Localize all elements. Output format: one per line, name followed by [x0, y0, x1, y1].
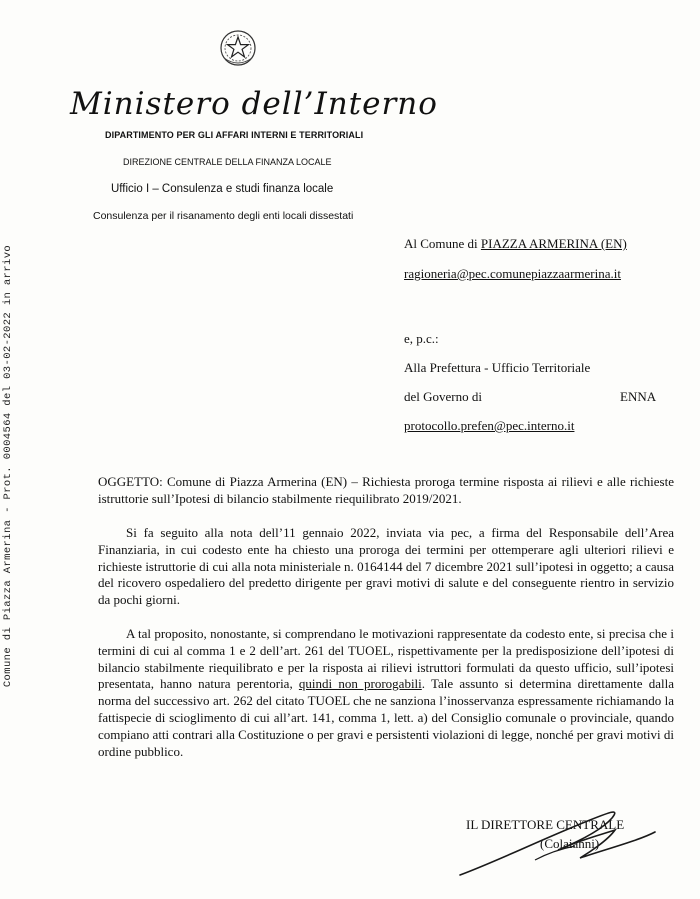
cc-prefecture-line: Alla Prefettura - Ufficio Territoriale	[404, 360, 591, 375]
cc-government-label: del Governo di	[404, 389, 482, 404]
signer-title: IL DIRETTORE CENTRALE	[466, 817, 625, 832]
directorate-name: DIREZIONE CENTRALE DELLA FINANZA LOCALE	[123, 157, 332, 167]
subject-line: OGGETTO: Comune di Piazza Armerina (EN) – Richiesta proroga termine risposta ai rilievi e alle richieste istruttorie sull’Ipotesi di bilancio stabilmente riequilibrato 2019/2021.	[98, 474, 674, 506]
recipient-pec[interactable]: ragioneria@pec.comunepiazzaarmerina.it	[404, 266, 621, 281]
office-name: Ufficio I – Consulenza e studi finanza locale	[111, 183, 334, 195]
italian-republic-emblem-icon	[218, 28, 258, 68]
non-extendable-emphasis: quindi non prorogabili	[298, 676, 422, 692]
paragraph-1: Si fa seguito alla nota dell’11 gennaio 2022, inviata via pec, a firma del Responsabile dell’Area Finanziaria, in cui codesto ente ha chiesto una proroga dei termini per ottemperare agli ulteriori rilievi e richieste istruttorie di cui alla nota ministeriale n. 0164144 del 7 dicembre 2021 sull’ipotesi in oggetto; a causa del ricovero ospedaliero del predetto dirigente per gravi motivi di salute e del conseguente rientro in servizio da pochi giorni.	[98, 525, 674, 608]
signer-name: (Colaianni)	[540, 836, 600, 851]
handwritten-signature-icon	[440, 790, 670, 880]
recipient-name: PIAZZA ARMERINA (EN)	[480, 236, 627, 251]
consultancy-line: Consulenza per il risanamento degli enti locali dissestati	[93, 210, 354, 222]
paragraph-2: A tal proposito, nonostante, si comprendano le motivazioni rappresentate da codesto ente, si precisa che i termini di cui al comma 1 e 2 dell’art. 261 del TUOEL, rispettivamente per la predisposizione dell’ipotesi di bilancio stabilmente riequilibrato e per la risposta ai rilievi istruttori formulati da questo ufficio, sull’ipotesi presentata, hanno natura perentoria, quindi non prorogabili. Tale assunto si determina direttamente dalla norma del successivo art. 262 del citato TUOEL che ne sanziona l’inosservanza espressamente richiamando la fattispecie di scioglimento di cui all’art. 141, comma 1, lett. a) del Consiglio comunale o provinciale, quando compiano atti contrari alla Costituzione o per gravi e persistenti violazioni di legge, nonché per gravi motivi di ordine pubblico.	[98, 626, 674, 759]
cc-label: e, p.c.:	[404, 331, 439, 346]
cc-city: ENNA	[620, 389, 657, 404]
protocol-stamp	[0, 0, 22, 899]
department-name: DIPARTIMENTO PER GLI AFFARI INTERNI E TERRITORIALI	[105, 130, 364, 140]
ministry-name: Ministero dell’Interno	[70, 86, 438, 122]
cc-pec[interactable]: protocollo.prefen@pec.interno.it	[404, 418, 575, 433]
protocol-stamp-text: Comune di Piazza Armerina - Prot. 0004564 del 03-02-2022 in arrivo	[2, 244, 14, 688]
recipient-line: Al Comune di PIAZZA ARMERINA (EN)	[404, 236, 627, 251]
